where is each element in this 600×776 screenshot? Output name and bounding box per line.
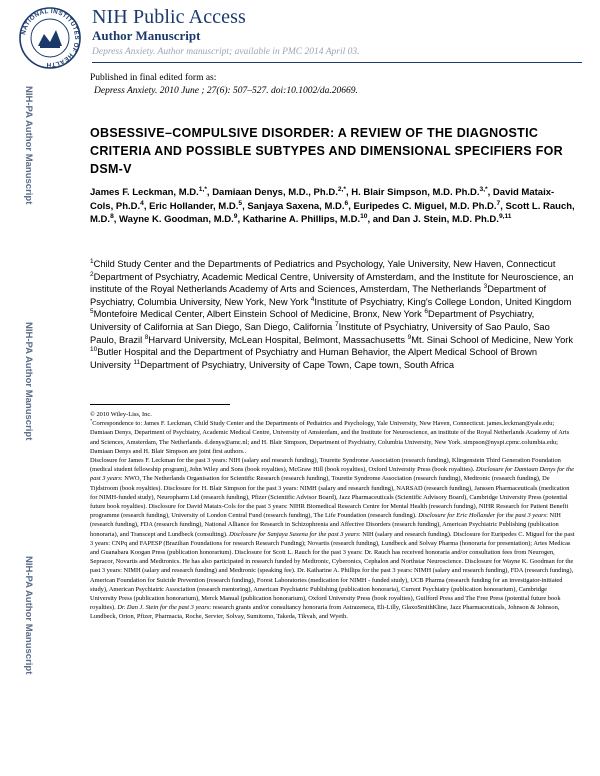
affiliation-text: Department of Psychiatry, University of California at San Diego, San Diego, California (90, 309, 535, 332)
affiliation-marker: 5 (90, 308, 94, 316)
correspondence-text: Correspondence to: James F. Leckman, Child Study Center and the Departments of Pediatrics and Psychology, Yale University, New Haven, Connecticut. james.leckman@yale.edu; Damiaan Denys, Department of Psychiatry, Academic Medical Centre, University of Amsterdam, and the Institute for Neuroscience, an institute of the Royal Netherlands Academy of Arts and Sciences, Amsterdam, The Netherlands. d.denys@amc.nl; and H. Blair Simpson, Department of Psychiatry, Columbia University, New York. simpson@nyspi.cpmc.columbia.edu; Damiaan Denys and H. Blair Simpson are joint first authors.. (90, 420, 570, 455)
article-title: OBSESSIVE–COMPULSIVE DISORDER: A REVIEW OF THE DIAGNOSTIC CRITERIA AND POSSIBLE SUBTYPES AND DIMENSIONAL SPECIFIERS FOR DSM-V (90, 126, 563, 176)
affiliation-marker: 9 (407, 333, 412, 341)
copyright-notice: © 2010 Wiley-Liss, Inc. (90, 411, 152, 418)
disclosure-segment: : NIH (salary and research funding). Disclosure for Euripedes C. Miguel for the past 3 years: CNPq and FAPESP (Brazilian Foundations for research Research Funding); Novartis (research funding), Lundbeck and Solvay Pharma (honoraria for presentation); Artes Medicas and Guanabara Koogan Press (publication honorarium). Disclosure for Scott L. Rauch for the past 3 years: Dr. Rauch has received honoraria and/or consultation fees from Neurogen, Sepracor, Novartis and Medtronics. He has also participated in research funded by Medtronic, Cyberonics, Cephalon and Northstar Neuroscience. Disclosure for Wayne K. Goodman for the past 3 years: NIMH (salary and research funding) and Medtronic (speaking fee). Dr. Katharine A. Phillips for the past 3 years: NIMH (salary and research funding), FDA (research funding), American Foundation for Suicide Prevention (research funding), Forest Laboratories (medication for NIMH - funded study), UCB Pharma (research funding for an investigator-initiated study), American Psychiatric Association (research mentoring), American Psychiatric Publishing (publication honoraria), Current Psychiatry (publication honorarium), Cambridge University Press (publication honorarium), Merck Manual (publication honorarium), Oxford University Press (book royalties), Guilford Press and The Free Press (potential future book royalties). (90, 530, 575, 612)
header-rule (92, 62, 582, 63)
author-affiliation-marker: 3,* (479, 185, 488, 193)
disclosure-text (90, 456, 575, 622)
nih-seal-logo (18, 6, 82, 70)
author-affiliation-marker: 10 (360, 212, 368, 220)
footnote-rule (90, 404, 230, 405)
author-list: James F. Leckman, M.D.$^{1,*}$, Damiaan Denys, M.D., Ph.D.$^{2,*}$, H. Blair Simpson, M.D. Ph.D.$^{3,*}$, David Mataix-Cols, Ph.D.$^4$, Eric Hollander, M.D.$^5$, Sanjaya Saxena, M.D.$^6$, Euripedes C. Miguel, M.D. Ph.D.$^7$, Scott L. Rauch, M.D.$^8$, Wayne K. Goodman, M.D.$^9$, Katharine A. Phillips, M.D.$^{10}$, and Dan J. Stein, M.D. Ph.D.$^{9,11}$ (90, 185, 575, 225)
author-affiliation-marker: 8 (110, 212, 114, 220)
author-affiliation-marker: 6 (344, 199, 349, 207)
author-name: Sanjaya Saxena, M.D. (247, 200, 345, 212)
side-label-top: NIH-PA Author Manuscript (23, 86, 34, 205)
author-affiliation-marker: 9,11 (498, 212, 512, 220)
disclosure-segment: Disclosure for Eric Hollander for the past 3 years (418, 512, 547, 520)
affiliation-marker: 7 (334, 320, 339, 328)
author-affiliation-marker: 9 (233, 212, 238, 220)
author-affiliation-marker: 4 (140, 199, 144, 207)
availability-notice: Depress Anxiety. Author manuscript; available in PMC 2014 April 03. (92, 47, 360, 57)
nih-header (0, 0, 600, 70)
author-manuscript-label: Author Manuscript (92, 28, 201, 43)
affiliation-text: Department of Psychiatry, Columbia University, New York, New York (90, 284, 547, 307)
affiliation-text: Department of Psychiatry, Academic Medical Centre, University of Amsterdam, and the Institute for Neuroscience, an institute of the Royal Netherlands Academy of Arts and Sciences, Amsterdam, The Netherlands (90, 271, 574, 295)
affiliation-marker: 8 (144, 333, 149, 341)
author-name: David Mataix-Cols, Ph.D. (90, 187, 555, 212)
author-affiliation-marker: 1,* (198, 185, 207, 193)
affiliation-marker: 10 (90, 346, 98, 354)
side-label-bottom: NIH-PA Author Manuscript (23, 556, 34, 675)
affiliation-text: Butler Hospital and the Department of Psychiatry and Human Behavior, the Alpert Medical School of Brown University (90, 347, 538, 370)
author-affiliation-marker: 2,* (337, 185, 346, 193)
affiliations (90, 258, 575, 371)
correspondence-note (90, 419, 575, 456)
affiliation-marker: 1 (90, 257, 94, 265)
author-name: H. Blair Simpson, M.D. Ph.D. (351, 187, 480, 198)
author-name: Dan J. Stein, M.D. Ph.D. (392, 214, 499, 225)
affiliation-marker: 2 (90, 270, 94, 278)
published-in-label: Published in final edited form as: (90, 73, 217, 83)
svg-text:NATIONAL INSTITUTES OF HEALTH: NATIONAL INSTITUTES OF HEALTH (20, 7, 81, 69)
author-name: Damiaan Denys, M.D., Ph.D. (212, 187, 338, 198)
author-name: Wayne K. Goodman, M.D. (119, 214, 234, 225)
author-name: Katharine A. Phillips, M.D. (242, 214, 361, 225)
side-label-middle: NIH-PA Author Manuscript (23, 322, 34, 441)
citation: Depress Anxiety. 2010 June ; 27(6): 507–527. doi:10.1002/da.20669. (94, 86, 358, 96)
affiliation-text: Child Study Center and the Departments of Pediatrics and Psychology, Yale University, New Haven, Connecticut (93, 259, 556, 269)
disclosure-segment: : NWO, The Netherlands Organisation for Scientific Research (research funding), Tourette Syndrome Association (research funding), Medtronic (research funding), De Tijdstroom (book royalties). Disclosure for H. Blair Simpson for the past 3 years: NIMH (salary and research funding), NARSAD (research funding), Janssen Pharmaceuticals (medication for NIMH-funded study), Neuropharm Ltd (research funding), Pfizer (Scientific Advisor Board), Jazz Pharmaceuticals (Scientific Advisory Board), Cambridge University Press (potential future book royalties). Disclosure for David Mataix-Cols for the past 3 years: NIHR Biomedical Research Centre for Mental Health (research funding), NIHR Research for Patient Benefit programme (research funding), University of London Central Fund (research funding), The Life Foundation (research funding). (90, 475, 570, 520)
author-affiliation-marker: 5 (238, 199, 243, 207)
affiliation-text: Montefoire Medical Center, Albert Einstein School of Medicine, Bronx, New York (93, 309, 425, 320)
author-name: James F. Leckman, M.D. (90, 187, 199, 198)
author-name: Eric Hollander, M.D. (149, 200, 239, 212)
disclosure-segment: : NIH (research funding), FDA (research funding), National Alliance for Research in Schizophrenia and Affective Disorders (research funding), American Psychiatric Publishing (publication honoraria), and Transcept and Lundbeck (consulting). (90, 512, 561, 538)
footnotes (90, 410, 575, 622)
affiliation-marker: 4 (310, 295, 315, 303)
disclosure-segment: Disclosure for Damiaan Denys for the past 3 years (90, 466, 574, 483)
affiliation-text: Institute of Psychiatry, University of Sao Paulo, Sao Paulo, Brazil (90, 321, 550, 345)
author-affiliation-marker: 7 (496, 199, 501, 207)
affiliation-text: Harvard University, McLean Hospital, Belmont, Massachusetts (148, 334, 408, 345)
affiliation-marker: 11 (133, 358, 141, 366)
publication-info (90, 72, 358, 98)
disclosure-segment: Disclosure for James F. Leckman for the past 3 years: NIH (salary and research funding), Tourette Syndrome Association (research funding), Klingenstein Third Generation Foundation (medical student fellowship program), John Wiley and Sons (book royalties), McGraw Hill (book royalties), Oxford University Press (book royalties). (90, 457, 561, 474)
affiliation-text: Department of Psychiatry, University of Cape Town, Cape town, South Africa (140, 359, 454, 370)
affiliation-text: Institute of Psychiatry, King's College London, United Kingdom (314, 296, 572, 307)
disclosure-segment: Disclosure for Sanjaya Saxena for the past 3 years (229, 530, 359, 538)
nih-public-access-title: NIH Public Access (92, 6, 246, 28)
affiliation-marker: 6 (424, 308, 428, 316)
author-name: Euripedes C. Miguel, M.D. Ph.D. (353, 200, 497, 212)
disclosure-segment: Dr. Dan J. Stein for the past 3 years (117, 604, 210, 612)
affiliation-marker: 3 (483, 283, 488, 291)
disclosure-segment: : research grants and/or consultancy honoraria from Astrazeneca, Eli-Lilly, GlaxoSmithKline, Jazz Pharmaceuticals, Johnson & Johnson, Lundbeck, Orion, Pfizer, Pharmacia, Roche, Servier, Solvay, Sumitomo, Takeda, Tikvah, and Wyeth. (90, 604, 560, 621)
affiliation-text: Mt. Sinai School of Medicine, New York (411, 334, 573, 345)
correspondence-marker: * (90, 418, 93, 424)
author-name: Scott L. Rauch, M.D. (90, 200, 575, 225)
